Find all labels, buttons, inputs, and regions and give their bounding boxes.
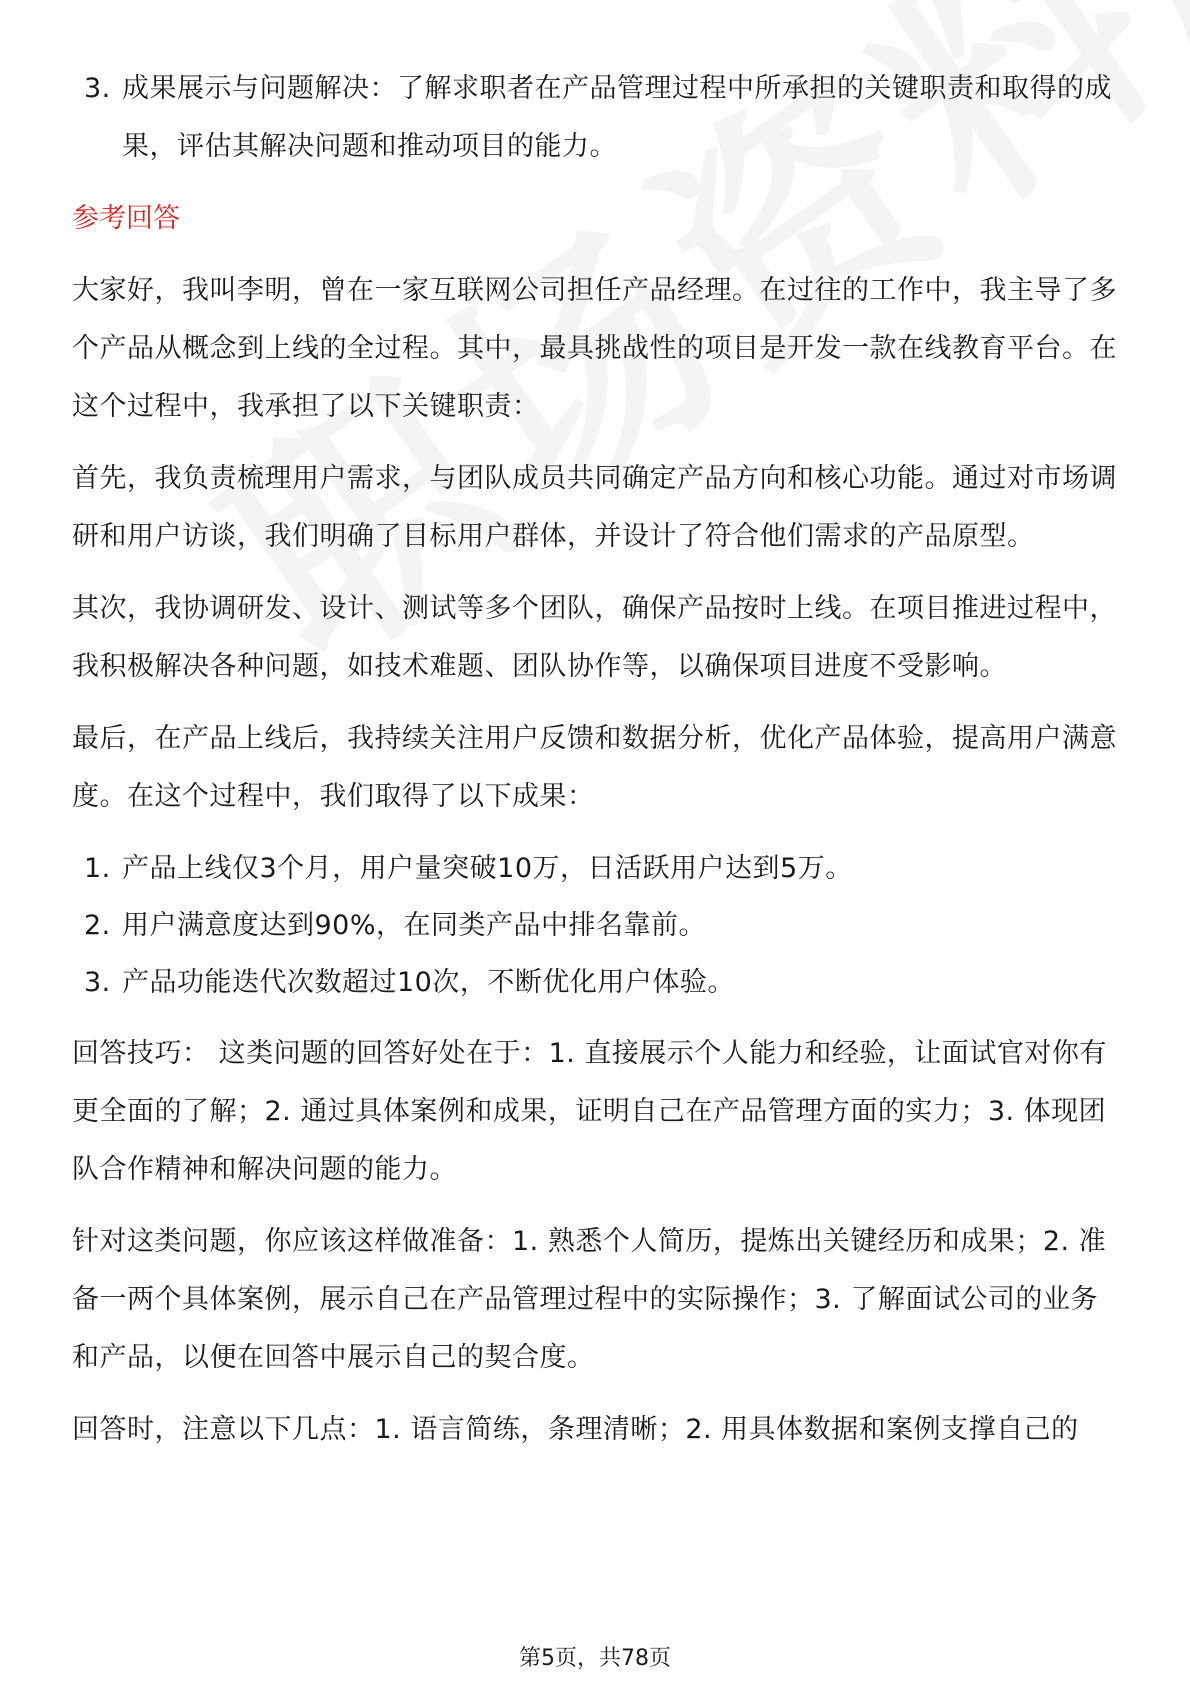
list-item [72,954,1122,1011]
section-title: 参考回答 [72,203,180,234]
document-body [72,60,1122,1473]
paragraph-intro: 大家好，我叫李明，曾在一家互联网公司担任产品经理。在过往的工作中，我主导了多个产品从概念到上线的全过程。其中，最具挑战性的项目是开发一款在线教育平台。在这个过程中，我承担了以下关键职责： [72,275,1117,422]
paragraph-notes: 回答时，注意以下几点：1. 语言简练，条理清晰；2. 用具体数据和案例支撑自己的 [72,1414,1079,1445]
paragraph-first: 首先，我负责梳理用户需求，与团队成员共同确定产品方向和核心功能。通过对市场调研和用户访谈，我们明确了目标用户群体，并设计了符合他们需求的产品原型。 [72,463,1117,552]
list-text: 产品上线仅3个月，用户量突破10万，日活跃用户达到5万。 [122,853,853,884]
list-text: 产品功能迭代次数超过10次，不断优化用户体验。 [122,967,735,998]
results-list [72,840,1122,1011]
list-number: 1. [84,853,111,884]
paragraph-second: 其次，我协调研发、设计、测试等多个团队，确保产品按时上线。在项目推进过程中，我积极解决各种问题，如技术难题、团队协作等，以确保项目进度不受影响。 [72,593,1117,682]
list-item [72,897,1122,954]
paragraph-last: 最后，在产品上线后，我持续关注用户反馈和数据分析，优化产品体验，提高用户满意度。在这个过程中，我们取得了以下成果： [72,723,1117,812]
intro-list-item [72,60,1122,176]
list-number: 3. [84,73,111,104]
list-item [72,840,1122,897]
list-number: 2. [84,910,111,941]
list-text: 用户满意度达到90%，在同类产品中排名靠前。 [122,910,707,941]
paragraph-tips: 回答技巧： 这类问题的回答好处在于：1. 直接展示个人能力和经验，让面试官对你有更全面的了解；2. 通过具体案例和成果，证明自己在产品管理方面的实力；3. 体现团队合作精神和解决问题的能力。 [72,1038,1107,1185]
page-number: 第5页，共78页 [519,1646,671,1671]
list-number: 3. [84,967,111,998]
list-text: 成果展示与问题解决：了解求职者在产品管理过程中所承担的关键职责和取得的成果，评估其解决问题和推动项目的能力。 [122,73,1112,162]
paragraph-preparation: 针对这类问题，你应该这样做准备：1. 熟悉个人简历，提炼出关键经历和成果；2. 准备一两个具体案例，展示自己在产品管理过程中的实际操作；3. 了解面试公司的业务和产品，以便在回答中展示自己的契合度。 [72,1226,1107,1373]
